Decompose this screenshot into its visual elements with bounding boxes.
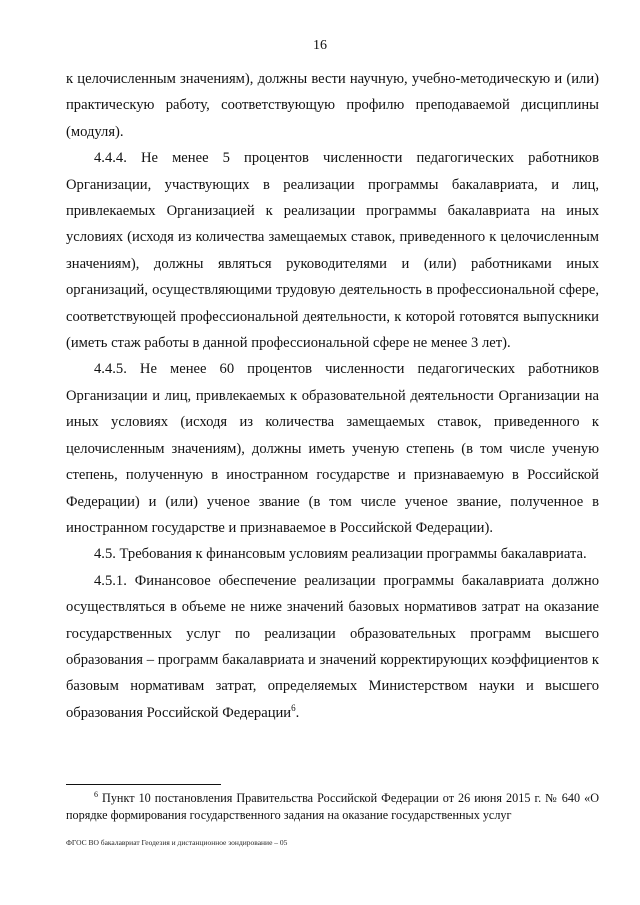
paragraph-continuation: к целочисленным значениям), должны вести научную, учебно-методическую и (или) практическую работу, соответствующую профилю преподаваемой дисциплины (модуля). bbox=[66, 71, 599, 140]
footnote-marker: 6 bbox=[94, 789, 98, 799]
paragraph-4-4-5: 4.4.5. Не менее 60 процентов численности педагогических работников Организации и лиц, привлекаемых к образовательной деятельности Организации на иных условиях (исходя из количества замещаемых ставок, приведенного к целочисленным значениям), должны иметь ученую степень (в том числе ученую степень, полученную в иностранном государстве и признаваемую в Российской Федерации) и (или) ученое звание (в том числе ученое звание, полученное в иностранном государстве и признаваемое в Российской Федерации). bbox=[66, 361, 599, 536]
document-body bbox=[66, 66, 599, 726]
paragraph-4-5-1-text: 4.5.1. Финансовое обеспечение реализации программы бакалавриата должно осуществляться в объеме не ниже значений базовых нормативов затрат на оказание государственных услуг по реализации образовательных программ высшего образования – программ бакалавриата и значений корректирующих коэффициентов к базовым нормативам затрат, определяемых Министерством науки и высшего образования Российской Федерации bbox=[66, 572, 599, 721]
paragraph-4-5: 4.5. Требования к финансовым условиям реализации программы бакалавриата. bbox=[94, 546, 587, 563]
footnote-text: Пункт 10 постановления Правительства Российской Федерации от 26 июня 2015 г. № 640 «О порядке формирования государственного задания на оказание государственных услуг bbox=[66, 791, 599, 822]
paragraph-4-5-1: 4.5.1. Финансовое обеспечение реализации программы бакалавриата должно осуществляться в объеме не ниже значений базовых нормативов затрат на оказание государственных услуг по реализации образовательных программ высшего образования – программ бакалавриата и значений корректирующих коэффициентов к базовым нормативам затрат, определяемых Министерством науки и высшего образования Российской Федерации$^6$. bbox=[66, 572, 599, 721]
footnote-reference: 6 bbox=[291, 702, 296, 713]
footnote-separator bbox=[66, 784, 221, 785]
footnote bbox=[66, 790, 599, 824]
page-number: 16 bbox=[313, 38, 327, 53]
page-footer: ФГОС ВО бакалавриат Геодезия и дистанционное зондирование – 05 bbox=[66, 838, 288, 847]
paragraph-4-4-4: 4.4.4. Не менее 5 процентов численности педагогических работников Организации, участвующих в реализации программы бакалавриата, и лиц, привлекаемых Организацией к реализации программы бакалавриата на иных условиях (исходя из количества замещаемых ставок, приведенного к целочисленным значениям), должны являться руководителями и (или) работниками иных организаций, осуществляющими трудовую деятельность в профессиональной сфере, соответствующей профессиональной деятельности, к которой готовятся выпускники (иметь стаж работы в данной профессиональной сфере не менее 3 лет). bbox=[66, 150, 599, 352]
